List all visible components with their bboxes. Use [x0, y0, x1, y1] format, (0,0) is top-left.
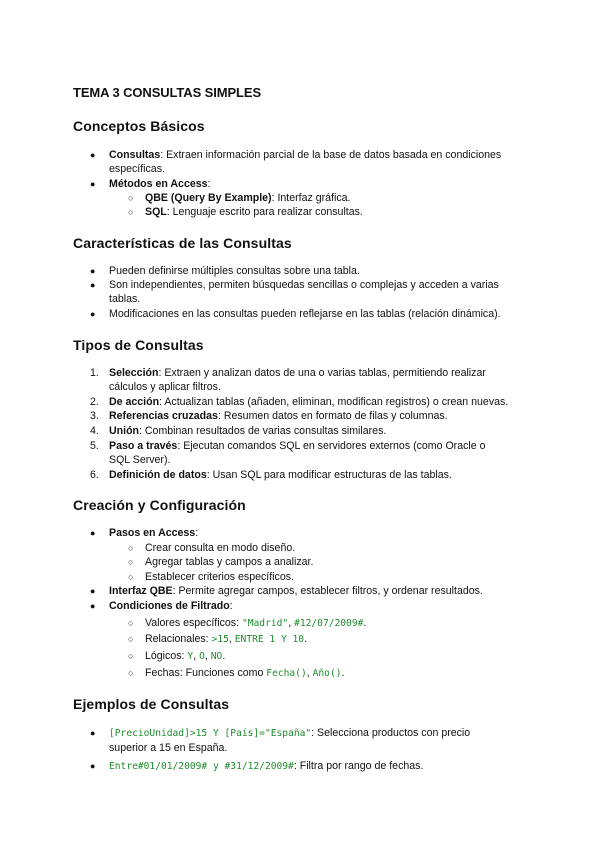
bullet-icon: ●: [90, 280, 96, 290]
sub-item-relacionales: Relacionales: >15, ENTRE 1 Y 10.: [145, 633, 308, 645]
bullet-icon: ●: [90, 761, 96, 771]
list-item-de-accion: De acción: Actualizan tablas (añaden, eliminan, modifican registros) o crean nuevas.: [109, 396, 509, 408]
list-item-caracteristica-3: Modificaciones en las consultas pueden reflejarse en las tablas (relación dinámica).: [109, 308, 501, 320]
sub-item-paso-3: Establecer criterios específicos.: [145, 571, 294, 583]
bullet-icon: ●: [90, 179, 96, 189]
sub-item-fechas: Fechas: Funciones como Fecha(), Año().: [145, 667, 345, 679]
sub-item-paso-2: Agregar tablas y campos a analizar.: [145, 556, 314, 568]
list-item-consultas-cont: específicas.: [109, 163, 165, 175]
sub-bullet-icon: ○: [128, 557, 134, 567]
list-item-caracteristica-2-cont: tablas.: [109, 293, 141, 305]
list-number: 3.: [90, 410, 99, 422]
sub-item-valores-especificos: Valores específicos: "Madrid", #12/07/2009#.: [145, 617, 367, 629]
list-number: 5.: [90, 440, 99, 452]
list-item-union: Unión: Combinan resultados de varias consultas similares.: [109, 425, 387, 437]
sub-item-paso-1: Crear consulta en modo diseño.: [145, 542, 296, 554]
heading-tipos: Tipos de Consultas: [73, 337, 204, 353]
list-number: 2.: [90, 396, 99, 408]
list-item-seleccion: Selección: Extraen y analizan datos de una o varias tablas, permitiendo realizar: [109, 367, 486, 379]
heading-creacion: Creación y Configuración: [73, 497, 246, 513]
document-title: TEMA 3 CONSULTAS SIMPLES: [73, 85, 262, 100]
sub-bullet-icon: ○: [128, 668, 134, 678]
sub-bullet-icon: ○: [128, 207, 134, 217]
list-item-condiciones-filtrado: Condiciones de Filtrado:: [109, 600, 233, 612]
sub-bullet-icon: ○: [128, 543, 134, 553]
bullet-icon: ●: [90, 528, 96, 538]
list-item-metodos: Métodos en Access:: [109, 178, 211, 190]
heading-conceptos-basicos: Conceptos Básicos: [73, 118, 205, 134]
list-item-ejemplo-2: Entre#01/01/2009# y #31/12/2009#: Filtra por rango de fechas.: [109, 760, 424, 772]
list-item-ejemplo-1-cont: superior a 15 en España.: [109, 742, 228, 754]
bullet-icon: ●: [90, 150, 96, 160]
list-item-definicion-datos: Definición de datos: Usan SQL para modificar estructuras de las tablas.: [109, 469, 452, 481]
heading-ejemplos: Ejemplos de Consultas: [73, 696, 230, 712]
list-number: 4.: [90, 425, 99, 437]
sub-bullet-icon: ○: [128, 651, 134, 661]
sub-bullet-icon: ○: [128, 572, 134, 582]
list-item-seleccion-cont: cálculos y aplicar filtros.: [109, 381, 221, 393]
heading-caracteristicas: Características de las Consultas: [73, 235, 292, 251]
bullet-icon: ●: [90, 309, 96, 319]
list-item-caracteristica-2: Son independientes, permiten búsquedas sencillas o complejas y acceden a varias: [109, 279, 499, 291]
bullet-icon: ●: [90, 601, 96, 611]
sub-item-qbe: QBE (Query By Example): Interfaz gráfica.: [145, 192, 351, 204]
list-number: 1.: [90, 367, 99, 379]
bullet-icon: ●: [90, 728, 96, 738]
sub-item-sql: SQL: Lenguaje escrito para realizar consultas.: [145, 206, 363, 218]
list-item-consultas: Consultas: Extraen información parcial de la base de datos basada en condiciones: [109, 149, 502, 161]
list-item-ejemplo-1: [PrecioUnidad]>15 Y [País]="España": Selecciona productos con precio: [109, 727, 471, 739]
list-item-referencias-cruzadas: Referencias cruzadas: Resumen datos en formato de filas y columnas.: [109, 410, 448, 422]
sub-bullet-icon: ○: [128, 634, 134, 644]
sub-bullet-icon: ○: [128, 618, 134, 628]
list-item-paso-a-traves-cont: SQL Server).: [109, 454, 171, 466]
list-item-caracteristica-1: Pueden definirse múltiples consultas sobre una tabla.: [109, 265, 360, 277]
list-item-paso-a-traves: Paso a través: Ejecutan comandos SQL en servidores externos (como Oracle o: [109, 440, 486, 452]
list-number: 6.: [90, 469, 99, 481]
bullet-icon: ●: [90, 266, 96, 276]
sub-bullet-icon: ○: [128, 193, 134, 203]
list-item-interfaz-qbe: Interfaz QBE: Permite agregar campos, establecer filtros, y ordenar resultados.: [109, 585, 483, 597]
bullet-icon: ●: [90, 586, 96, 596]
sub-item-logicos: Lógicos: Y, O, NO.: [145, 650, 226, 662]
list-item-pasos-access: Pasos en Access:: [109, 527, 199, 539]
